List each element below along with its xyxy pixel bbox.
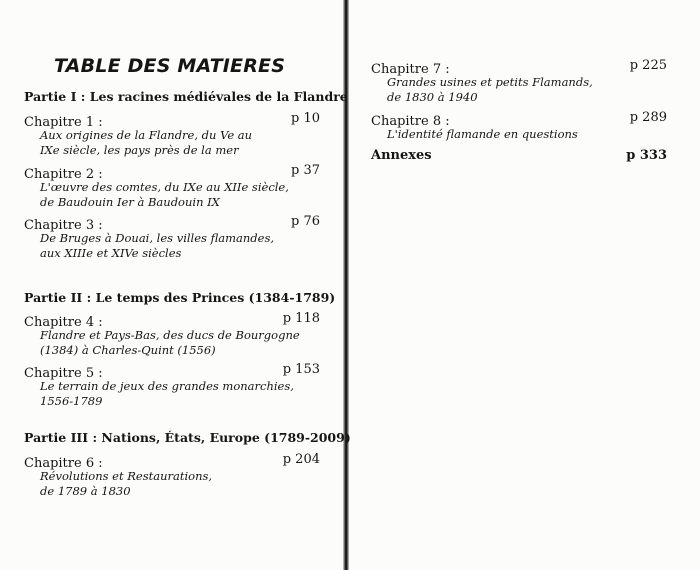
chapter-entry: [24, 452, 324, 499]
chapter-entry: [371, 58, 671, 105]
chapter-page-number: p 153: [282, 362, 320, 377]
chapter-label: Chapitre 2 :: [24, 167, 103, 182]
chapter-page-number: p 289: [629, 110, 667, 125]
chapter-entry: [24, 362, 324, 409]
chapter-entry: [24, 214, 324, 261]
chapter-subtitle: aux XIIIe et XIVe siècles: [40, 246, 182, 260]
annexes-page-number: p 333: [626, 148, 667, 163]
book-gutter: [343, 0, 349, 570]
chapter-entry: [24, 163, 324, 210]
chapter-subtitle: de Baudouin Ier à Baudouin IX: [40, 195, 220, 209]
chapter-subtitle: L'œuvre des comtes, du IXe au XIIe siècle,: [40, 180, 289, 194]
chapter-page-number: p 118: [282, 311, 320, 326]
chapter-entry: [24, 311, 324, 358]
part-title: Partie I : Les racines médiévales de la Flandre: [24, 89, 348, 104]
page-title: TABLE DES MATIERES: [54, 55, 286, 77]
chapter-subtitle: Grandes usines et petits Flamands,: [387, 75, 593, 89]
chapter-label: Chapitre 3 :: [24, 218, 103, 233]
chapter-entry: [371, 110, 671, 142]
chapter-page-number: p 76: [291, 214, 320, 229]
chapter-label: Chapitre 1 :: [24, 115, 103, 130]
chapter-page-number: p 37: [291, 163, 320, 178]
chapter-entry: [24, 111, 324, 158]
chapter-subtitle: Flandre et Pays-Bas, des ducs de Bourgogne: [40, 328, 300, 342]
chapter-label: Chapitre 5 :: [24, 366, 103, 381]
chapter-label: Chapitre 7 :: [371, 62, 450, 77]
chapter-subtitle: Le terrain de jeux des grandes monarchies,: [40, 379, 294, 393]
annexes-entry: [371, 148, 671, 163]
right-page: [371, 0, 671, 570]
chapter-subtitle: De Bruges à Douai, les villes flamandes,: [40, 231, 275, 245]
left-page: [24, 0, 351, 570]
chapter-page-number: p 204: [282, 452, 320, 467]
chapter-label: Chapitre 4 :: [24, 315, 103, 330]
chapter-page-number: p 225: [629, 58, 667, 73]
chapter-subtitle: (1384) à Charles-Quint (1556): [40, 343, 216, 357]
chapter-subtitle: Aux origines de la Flandre, du Ve au: [40, 128, 253, 142]
chapter-page-number: p 10: [291, 111, 320, 126]
chapter-subtitle: L'identité flamande en questions: [387, 127, 578, 141]
chapter-subtitle: de 1789 à 1830: [40, 484, 131, 498]
part-title: Partie II : Le temps des Princes (1384-1789): [24, 290, 336, 305]
chapter-subtitle: Révolutions et Restaurations,: [40, 469, 213, 483]
part-title: Partie III : Nations, États, Europe (1789-2009): [24, 430, 351, 445]
annexes-label: Annexes: [371, 148, 432, 163]
chapter-subtitle: 1556-1789: [40, 394, 103, 408]
chapter-label: Chapitre 8 :: [371, 114, 450, 129]
chapter-label: Chapitre 6 :: [24, 456, 103, 471]
chapter-subtitle: de 1830 à 1940: [387, 90, 478, 104]
chapter-subtitle: IXe siècle, les pays près de la mer: [40, 143, 239, 157]
